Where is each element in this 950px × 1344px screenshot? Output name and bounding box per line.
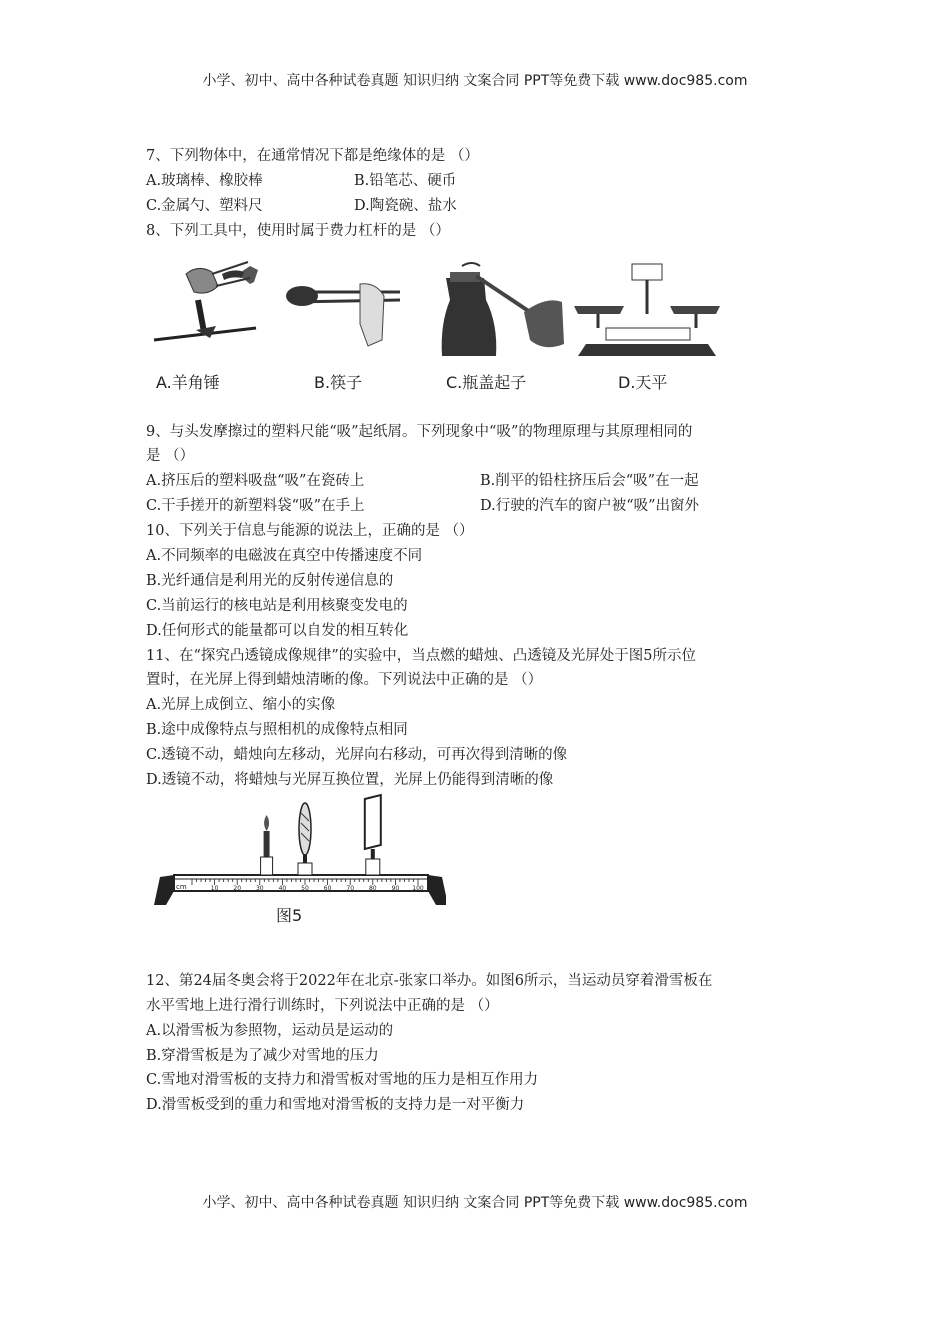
q8-stem: 8、下列工具中，使用时属于费力杠杆的是 （）	[146, 222, 450, 239]
q8-label-b: B.筷子	[314, 372, 363, 392]
ruler-unit-label: cm	[176, 882, 187, 891]
light-screen-icon	[365, 795, 381, 875]
q7-option-c[interactable]: C.金属勺、塑料尺	[146, 197, 263, 214]
ruler-tick-label: 50	[301, 884, 309, 892]
q10-option-b[interactable]: B.光纤通信是利用光的反射传递信息的	[146, 572, 394, 589]
q9-option-b[interactable]: B.削平的铅柱挤压后会“吸”在一起	[480, 473, 699, 490]
ruler-tick-label: 40	[278, 884, 287, 892]
page-header: 小学、初中、高中各种试卷真题 知识归纳 文案合同 PPT等免费下载 www.doc985.com	[202, 73, 748, 89]
q8-label-a: A.羊角锤	[156, 372, 220, 392]
ruler-tick-label: 20	[233, 884, 242, 892]
q8-figure	[146, 244, 814, 404]
q7-stem: 7、下列物体中，在通常情况下都是绝缘体的是 （）	[146, 148, 479, 164]
q11-option-a[interactable]: A.光屏上成倒立、缩小的实像	[146, 697, 336, 714]
q12-stem-line-1: 12、第24届冬奥会将于2022年在北京-张家口举办。如图6所示，当运动员穿着滑雪板在	[146, 972, 713, 989]
ruler-tick-label: 80	[368, 884, 377, 892]
q11-stem-line-2: 置时，在光屏上得到蜡烛清晰的像。下列说法中正确的是 （）	[146, 672, 543, 689]
ruler-tick-label: 60	[323, 884, 332, 892]
bottle-opener-icon	[442, 263, 564, 356]
q12-option-c[interactable]: C.雪地对滑雪板的支持力和滑雪板对雪地的压力是相互作用力	[146, 1072, 539, 1089]
optical-bench-rail	[154, 875, 446, 905]
chopsticks-icon	[286, 283, 400, 345]
q12-stem-line-2: 水平雪地上进行滑行训练时，下列说法中正确的是 （）	[146, 997, 499, 1014]
figure-5-caption: 图5	[276, 905, 303, 925]
q8-tools-illustration	[146, 244, 776, 404]
q9-option-c[interactable]: C.干手搓开的新塑料袋“吸”在手上	[146, 498, 365, 515]
candle-icon	[261, 815, 273, 875]
q9-options-row-1	[146, 469, 814, 494]
q12-option-d[interactable]: D.滑雪板受到的重力和雪地对滑雪板的支持力是一对平衡力	[146, 1097, 525, 1114]
q9-option-d[interactable]: D.行驶的汽车的窗户被“吸”出窗外	[480, 498, 700, 515]
page-footer: 小学、初中、高中各种试卷真题 知识归纳 文案合同 PPT等免费下载 www.doc985.com	[202, 1195, 748, 1211]
q9-option-a[interactable]: A.挤压后的塑料吸盘“吸”在瓷砖上	[146, 473, 365, 490]
q10-option-a[interactable]: A.不同频率的电磁波在真空中传播速度不同	[146, 548, 423, 565]
q10-stem: 10、下列关于信息与能源的说法上，正确的是 （）	[146, 523, 474, 540]
q12-option-a[interactable]: A.以滑雪板为参照物，运动员是运动的	[146, 1022, 394, 1039]
q11-option-d[interactable]: D.透镜不动，将蜡烛与光屏互换位置，光屏上仍能得到清晰的像	[146, 772, 554, 789]
q7-options-row-1	[146, 169, 814, 194]
ruler-tick-label: 90	[391, 884, 400, 892]
q11-option-b[interactable]: B.途中成像特点与照相机的成像特点相同	[146, 722, 408, 739]
q8-label-d: D.天平	[618, 372, 668, 392]
ruler-tick-label: 10	[210, 884, 219, 892]
q9-options-row-2	[146, 494, 814, 519]
question-content	[146, 144, 814, 1118]
q11-option-c[interactable]: C.透镜不动，蜡烛向左移动，光屏向右移动，可再次得到清晰的像	[146, 747, 568, 764]
balance-scale-icon	[574, 264, 720, 356]
q7-option-b[interactable]: B.铅笔芯、硬币	[354, 172, 457, 189]
q10-option-c[interactable]: C.当前运行的核电站是利用核聚变发电的	[146, 597, 408, 614]
q8-label-c: C.瓶盖起子	[446, 372, 527, 392]
q7-option-a[interactable]: A.玻璃棒、橡胶棒	[146, 172, 263, 189]
q10-option-d[interactable]: D.任何形式的能量都可以自发的相互转化	[146, 622, 409, 639]
ruler-tick-label: 30	[255, 884, 264, 892]
q9-stem-line-1: 9、与头发摩擦过的塑料尺能“吸”起纸屑。下列现象中“吸”的物理原理与其原理相同的	[146, 423, 693, 440]
ruler-tick-label: 100	[412, 884, 424, 892]
q11-figure	[146, 793, 814, 953]
optical-bench-diagram	[146, 793, 446, 951]
claw-hammer-icon	[154, 262, 258, 340]
convex-lens-icon	[298, 803, 312, 875]
q7-options-row-2	[146, 194, 814, 219]
q7-option-d[interactable]: D.陶瓷碗、盐水	[354, 197, 457, 214]
q9-stem-line-2: 是 （）	[146, 448, 195, 465]
q12-option-b[interactable]: B.穿滑雪板是为了减少对雪地的压力	[146, 1047, 379, 1064]
ruler-tick-label: 70	[346, 884, 355, 892]
q11-stem-line-1: 11、在“探究凸透镜成像规律”的实验中，当点燃的蜡烛、凸透镜及光屏处于图5所示位	[146, 647, 696, 664]
